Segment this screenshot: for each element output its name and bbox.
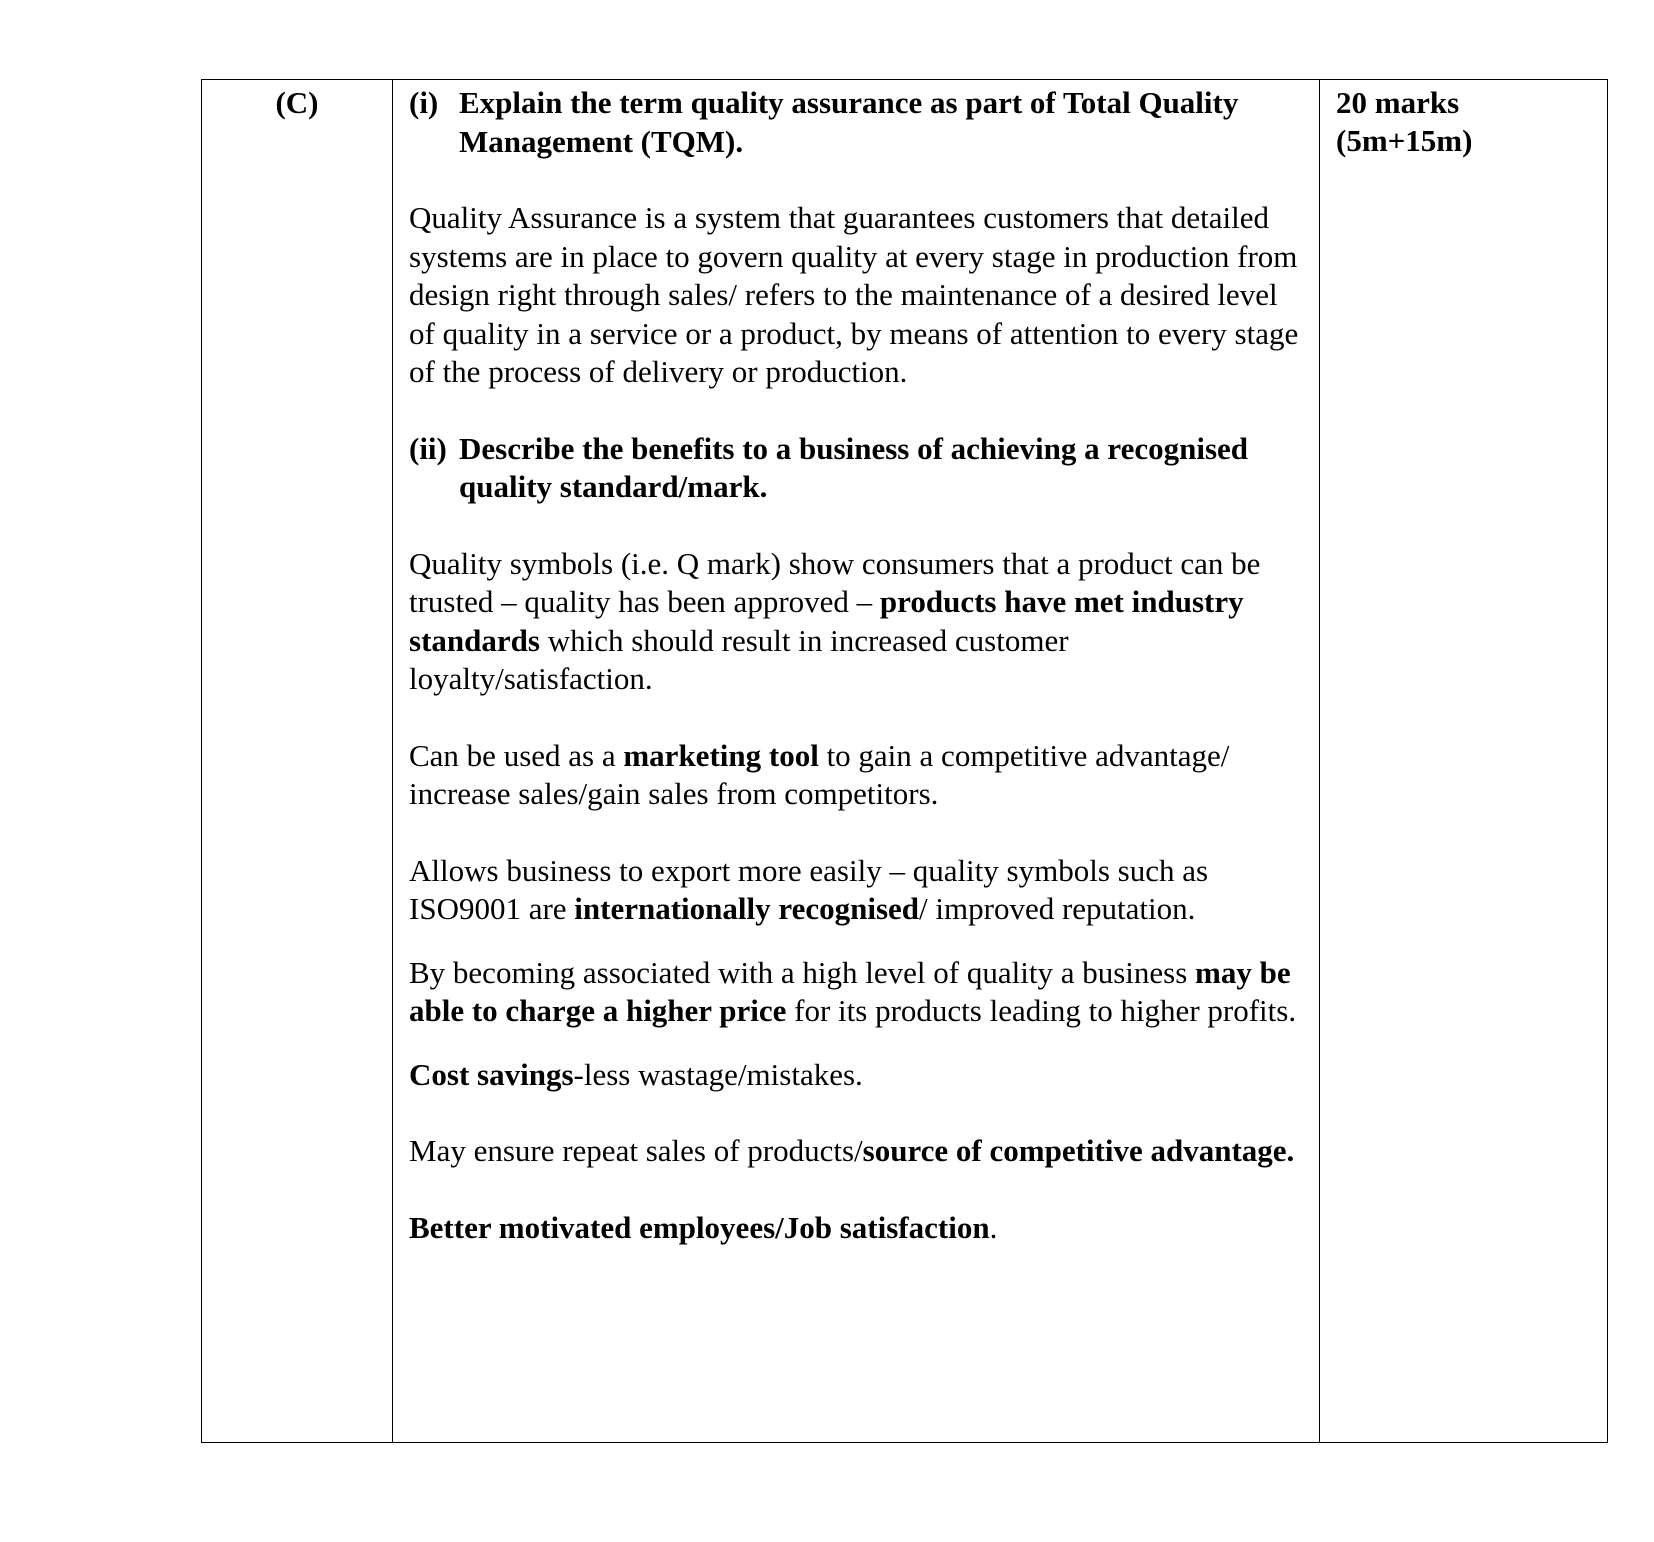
part-ii-question [409, 430, 1309, 507]
part-i-question [409, 84, 1309, 161]
part-i-number: (i) [409, 85, 439, 120]
benefit-point: Can be used as a marketing tool to gain a competitive advantage/ increase sales/gain sales from competitors. [409, 737, 1230, 811]
part-ii-number: (ii) [409, 430, 447, 466]
marking-scheme-table [201, 79, 1608, 1443]
question-label: (C) [275, 85, 319, 120]
benefit-point: May ensure repeat sales of products/source of competitive advantage. [409, 1133, 1295, 1168]
column-divider [1319, 80, 1320, 1442]
marks-breakdown: (5m+15m) [1336, 123, 1473, 158]
marks-cell [1336, 84, 1472, 160]
part-i-answer: Quality Assurance is a system that guarantees customers that detailed systems are in place to govern quality at every stage in production from design right through sales/ refers to the maintenance of a desired level of quality in a service or a product, by means of attention to every stage of the process of delivery or production. [409, 200, 1299, 389]
part-ii-question-text: Describe the benefits to a business of achieving a recognised quality standard/mark. [459, 430, 1249, 504]
answer-content [409, 84, 1309, 1247]
benefit-point: Better motivated employees/Job satisfaction. [409, 1209, 998, 1245]
benefit-point: Cost savings-less wastage/mistakes. [409, 1056, 863, 1092]
part-i-question-text: Explain the term quality assurance as part of Total Quality Management (TQM). [459, 85, 1239, 159]
benefit-point: By becoming associated with a high level of quality a business may be able to charge a higher price for its products leading to higher profits. [409, 954, 1297, 1028]
benefit-point: Allows business to export more easily – quality symbols such as ISO9001 are internationally recognised/ improved reputation. [409, 852, 1209, 926]
benefit-point: Quality symbols (i.e. Q mark) show consumers that a product can be trusted – quality has been approved – products have met industry standards which should result in increased customer loyalty/satisfaction. [409, 545, 1261, 696]
marks-total: 20 marks [1336, 85, 1460, 120]
column-divider [392, 80, 393, 1442]
